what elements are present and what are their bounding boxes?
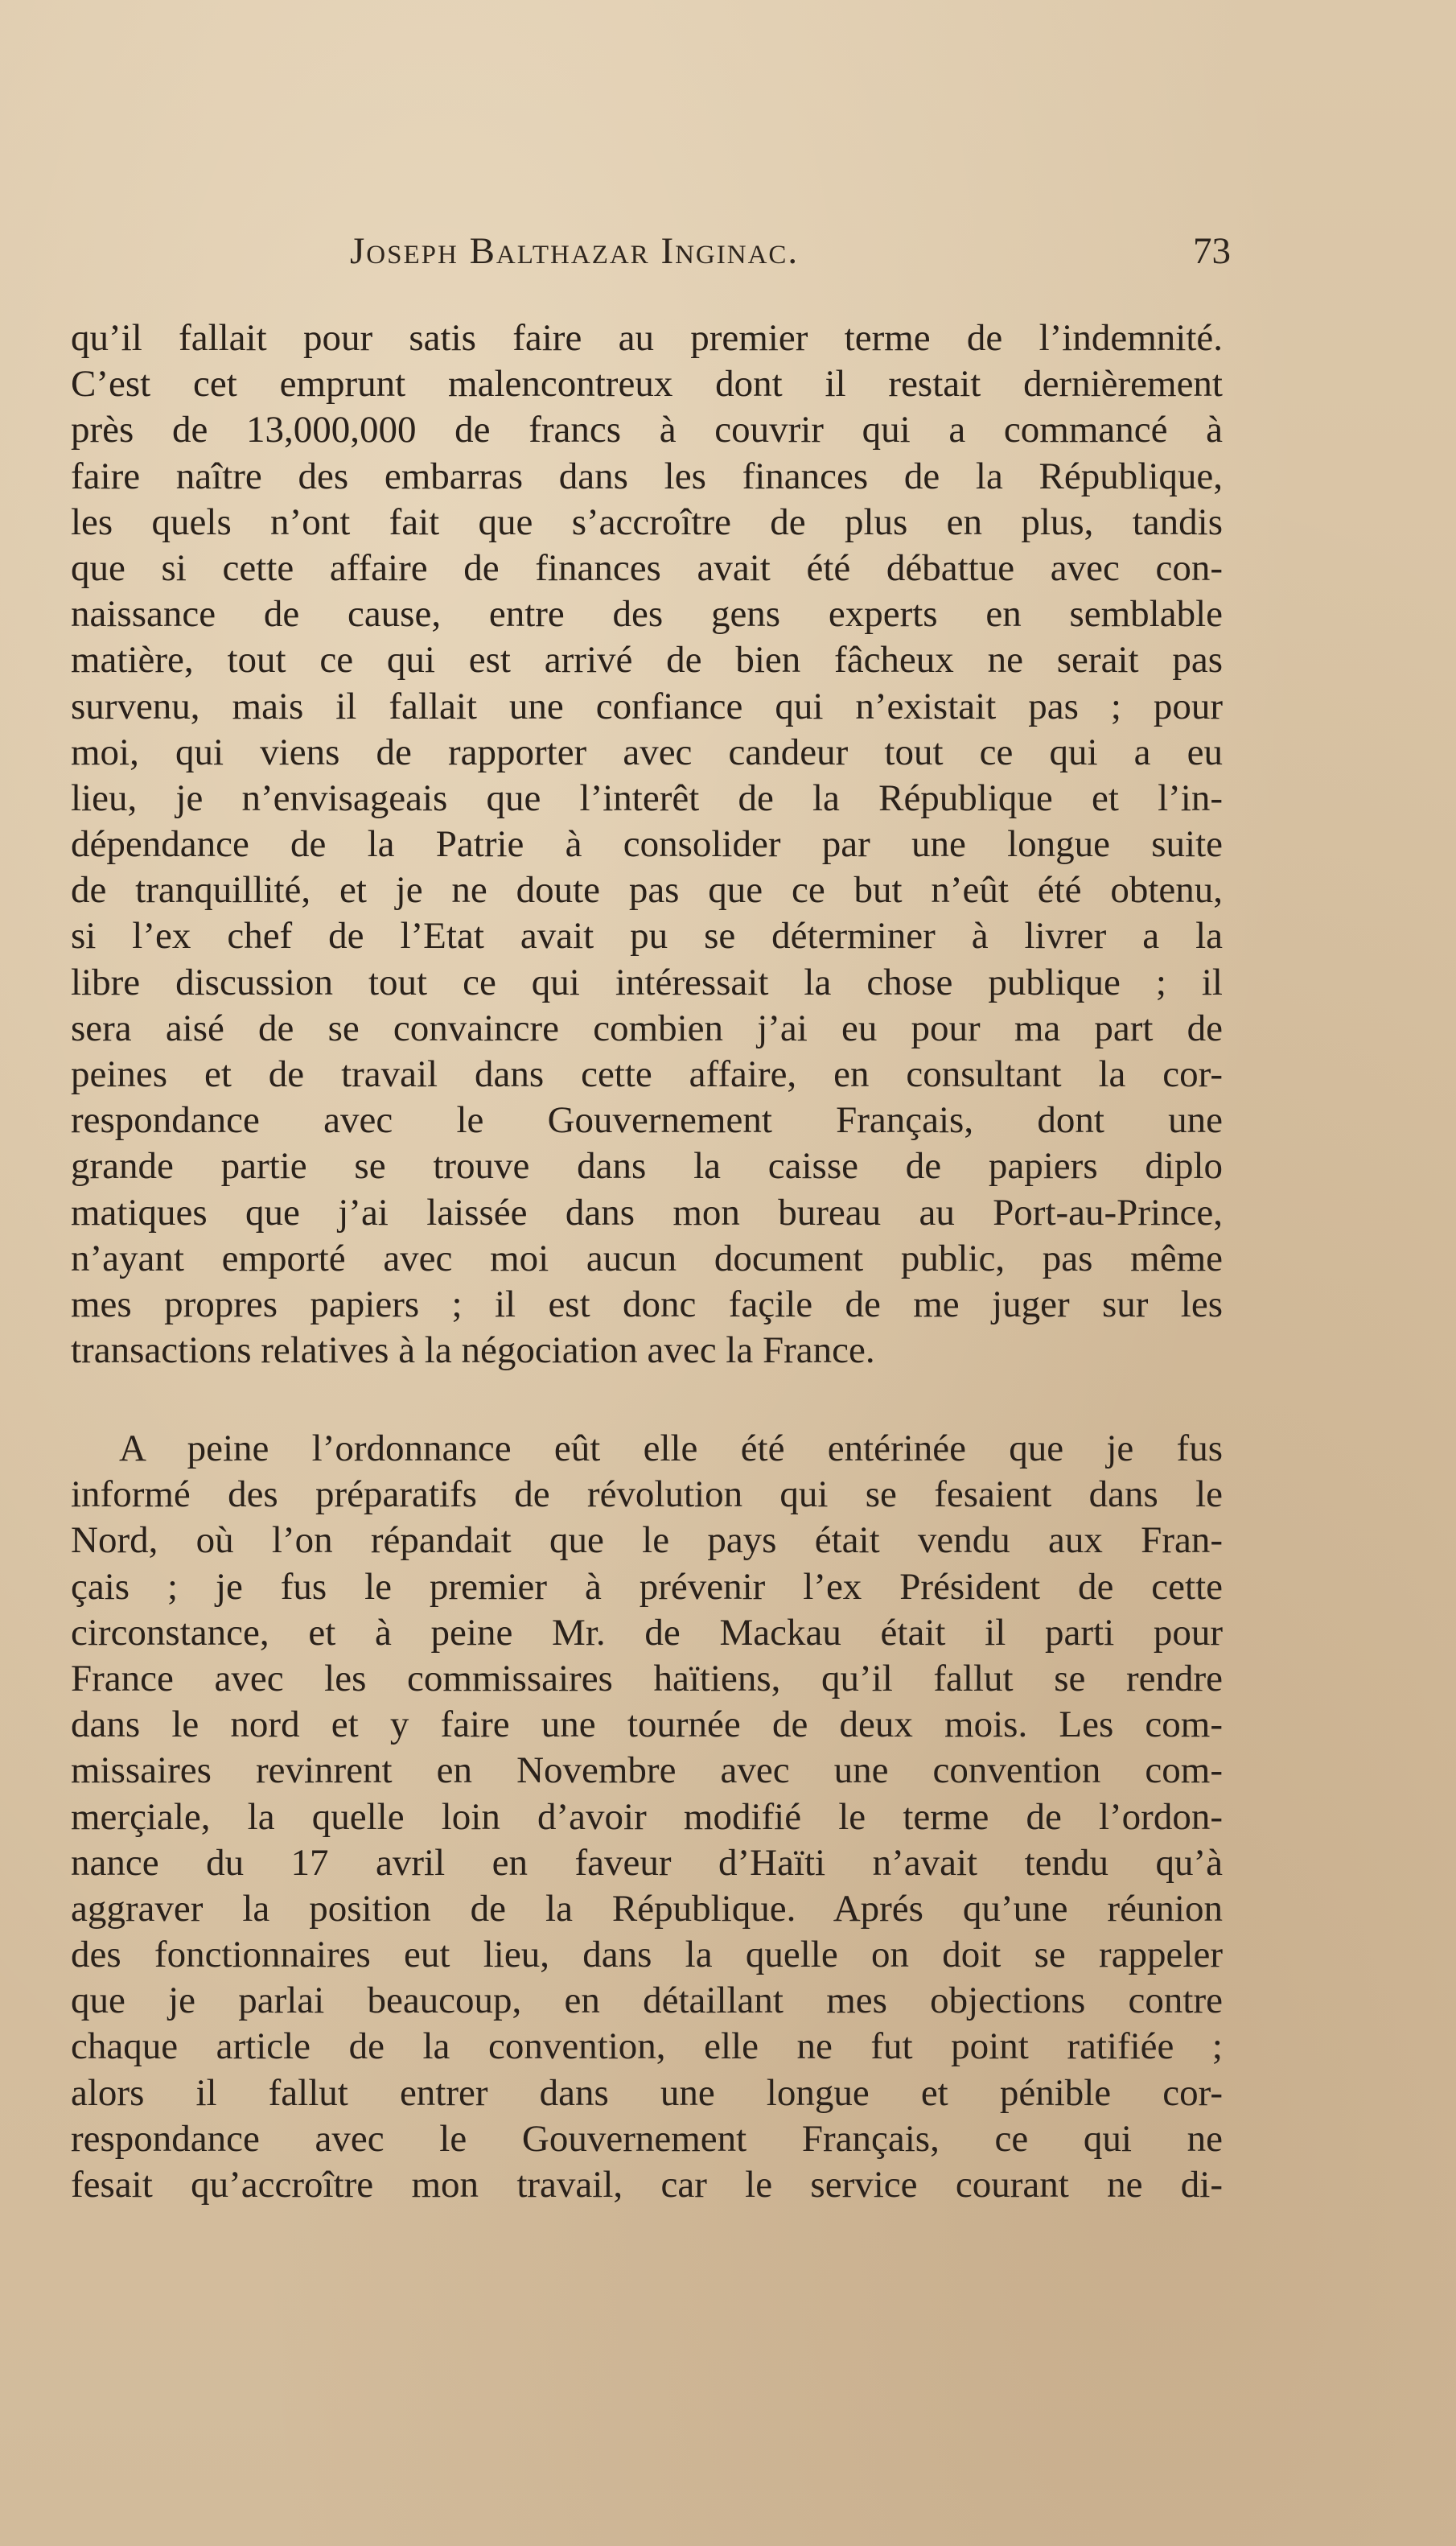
text-line: circonstance, et à peine Mr. de Mackau était il parti pour [71, 1611, 1223, 1654]
text-line: libre discussion tout ce qui intéressait la chose publique ; il [71, 961, 1223, 1003]
text-line: chaque article de la convention, elle ne fut point ratifiée ; [71, 2025, 1223, 2068]
text-line: qu’il fallait pour satis faire au premier terme de l’indemnité. [71, 317, 1223, 359]
text-line: Nord, où l’on répandait que le pays était vendu aux Fran- [71, 1519, 1223, 1562]
text-line: si l’ex chef de l’Etat avait pu se déterminer à livrer a la [71, 915, 1223, 958]
text-line: alors il fallut entrer dans une longue et pénible cor- [71, 2071, 1223, 2114]
text-line: A peine l’ordonnance eût elle été entérinée que je fus [119, 1427, 1223, 1469]
page-header [72, 229, 1231, 278]
running-title: Joseph Balthazar Inginac. [350, 230, 800, 272]
page-number: 73 [1193, 230, 1231, 272]
text-line: sera aisé de se convaincre combien j’ai eu pour ma part de [71, 1007, 1223, 1049]
text-line: merçiale, la quelle loin d’avoir modifié le terme de l’ordon- [71, 1795, 1223, 1838]
text-line: informé des préparatifs de révolution qui se fesaient dans le [71, 1473, 1223, 1516]
text-line: dépendance de la Patrie à consolider par une longue suite [71, 823, 1223, 866]
text-line: n’ayant emporté avec moi aucun document public, pas même [71, 1237, 1223, 1279]
text-line: dans le nord et y faire une tournée de deux mois. Les com- [71, 1704, 1223, 1746]
text-line: survenu, mais il fallait une confiance qui n’existait pas ; pour [71, 685, 1223, 727]
text-line: moi, qui viens de rapporter avec candeur tout ce qui a eu [71, 731, 1223, 773]
paragraph-1 [71, 315, 1223, 1374]
text-line: faire naître des embarras dans les finances de la République, [71, 455, 1223, 497]
text-line: fesait qu’accroître mon travail, car le service courant ne di- [71, 2164, 1223, 2206]
text-line: missaires revinrent en Novembre avec une convention com- [71, 1749, 1223, 1792]
text-line: naissance de cause, entre des gens experts en semblable [71, 593, 1223, 636]
text-line: C’est cet emprunt malencontreux dont il restait dernièrement [71, 363, 1223, 406]
text-line: près de 13,000,000 de francs à couvrir qui a commancé à [71, 409, 1223, 451]
text-line: matière, tout ce qui est arrivé de bien fâcheux ne serait pas [71, 639, 1223, 682]
text-line: grande partie se trouve dans la caisse de papiers diplo [71, 1145, 1223, 1188]
text-line: que si cette affaire de finances avait été débattue avec con- [71, 546, 1223, 589]
text-line: de tranquillité, et je ne doute pas que ce but n’eût été obtenu, [71, 869, 1223, 912]
text-line: çais ; je fus le premier à prévenir l’ex Président de cette [71, 1565, 1223, 1608]
text-line: que je parlai beaucoup, en détaillant mes objections contre [71, 1980, 1223, 2022]
text-line: matiques que j’ai laissée dans mon bureau au Port-au-Prince, [71, 1191, 1223, 1234]
text-line: respondance avec le Gouvernement Français, ce qui ne [71, 2117, 1223, 2160]
text-line: transactions relatives à la négociation avec la France. [71, 1329, 875, 1372]
paragraph-2 [71, 1426, 1223, 2208]
text-line: mes propres papiers ; il est donc façile de me juger sur les [71, 1283, 1223, 1325]
text-line: les quels n’ont fait que s’accroître de plus en plus, tandis [71, 501, 1223, 543]
text-line: respondance avec le Gouvernement Français, dont une [71, 1099, 1223, 1142]
text-line: France avec les commissaires haïtiens, qu’il fallut se rendre [71, 1657, 1223, 1699]
text-line: aggraver la position de la République. Aprés qu’une réunion [71, 1887, 1223, 1930]
text-line: des fonctionnaires eut lieu, dans la quelle on doit se rappeler [71, 1934, 1223, 1976]
text-line: peines et de travail dans cette affaire, en consultant la cor- [71, 1053, 1223, 1095]
text-line: nance du 17 avril en faveur d’Haïti n’avait tendu qu’à [71, 1841, 1223, 1884]
text-line: lieu, je n’envisageais que l’interêt de la République et l’in- [71, 777, 1223, 819]
